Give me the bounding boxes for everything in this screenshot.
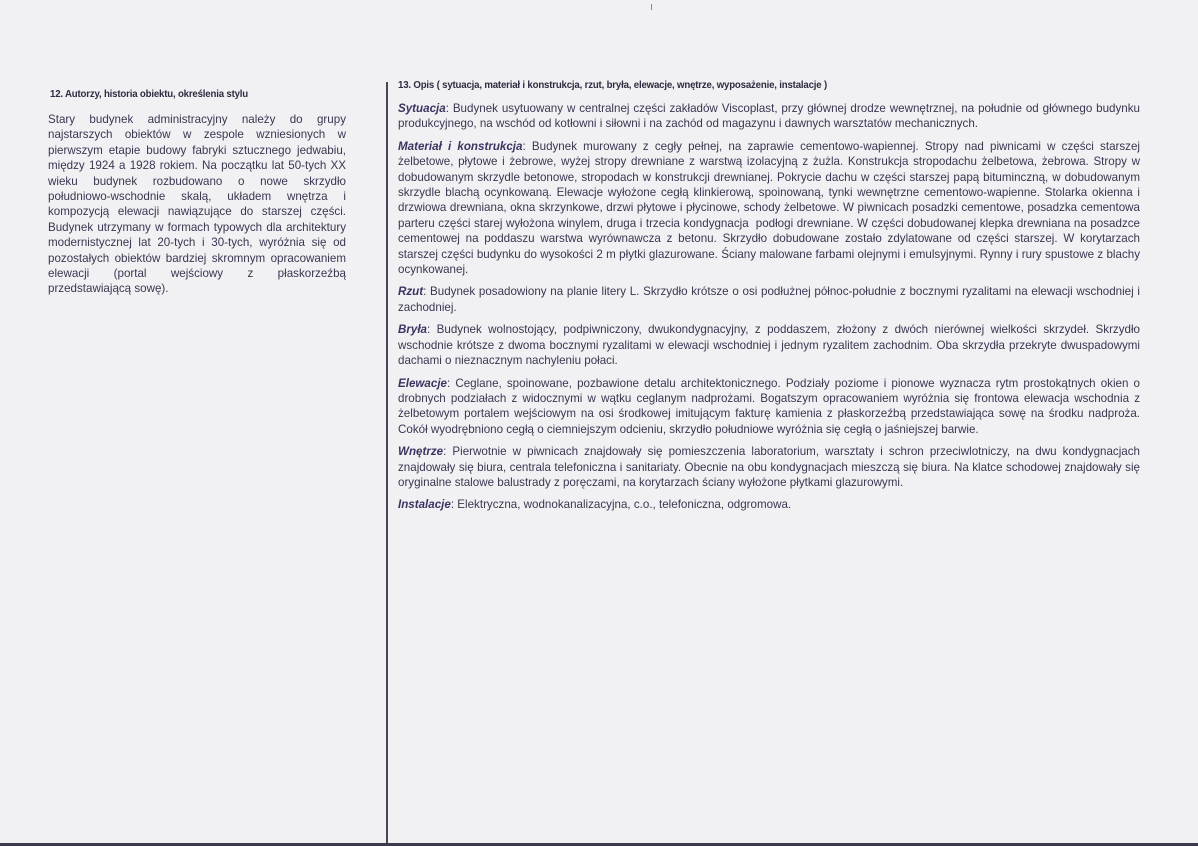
- paragraph-text: : Ceglane, spoinowane, pozbawione detalu architektonicznego. Podziały poziome i pionowe wyznacza rytm prostokątnych okien o drobnych podziałach z widocznymi w wątku ceglanym nadprożami. Bogatszym opracowaniem wyróżnia się frontowa elewacja wschodnia z żelbetowym portalem wejściowym na osi środkowej imitującym fakturę kamienia z płaskorzeźbą przedstawiająca sowę na środku nadproża. Cokół wyodrębniono cegłą o ciemniejszym odcieniu, skrzydło południowe wyróżnia się cegłą o jaśniejszej barwie.: [398, 376, 1140, 436]
- paragraph-text: : Budynek murowany z cegły pełnej, na zaprawie cementowo-wapiennej. Stropy nad piwnicami w części starszej żelbetowe, płytowe i żebrowe, wyżej stropy drewniane z warstwą izolacyjną z żużla. Konstrukcja stropodachu żelbetowa, żebrowa. Stropy w dobudowanym skrzydle betonowe, stropodach w konstrukcji drewnianej. Pokrycie dachu w części starszej papą bituminczną, w dobudowanym skrzydle blachą ocynkowaną. Elewacje wyłożone cegłą klinkierową, spoinowaną, tynki wewnętrzne cementowo-wapienne. Stolarka okienna i drzwiowa drewniana, okna skrzynkowe, drzwi płytowe i płycinowe, schody żelbetowe. W piwnicach posadzki cementowe, posadzka cementowa parteru części starej wyłożona winylem, druga i trzecia kondygnacja podłogi drewniane. W części dobudowanej klepka drewniana na posadzce cementowej na poddaszu warstwa wyrównawcza z betonu. Skrzydło dobudowane zostało zdylatowane od części starszej. W korytarzach starszej części budynku do wysokości 2 m płytki glazurowane. Ściany malowane farbami olejnymi i emulsyjnymi. Rynny i rury spustowe z blachy ocynkowanej.: [398, 139, 1141, 277]
- paragraph-sytuacja: [398, 101, 1140, 132]
- section-13-heading: 13. Opis ( sytuacja, materiał i konstrukcja, rzut, bryła, elewacje, wnętrze, wyposażenie, instalacje ): [398, 79, 827, 91]
- paragraph-text: : Budynek posadowiony na planie litery L. Skrzydło krótsze o osi podłużnej północ-południe z bocznymi ryzalitami na elewacji wschodniej i zachodniej.: [398, 285, 1140, 314]
- section-12: [48, 88, 346, 297]
- paragraph-wnetrze: [398, 444, 1140, 490]
- paragraph-text: : Pierwotnie w piwnicach znajdowały się pomieszczenia laboratorium, warsztaty i schron przeciwlotniczy, na dwu kondygnacjach znajdowały się biura, centrala telefoniczna i sanitariaty. Obecnie na obu kondygnacjach mieszczą się biura. Na klatce schodowej znajdowały się oryginalne stalowe balustrady z poręczami, na korytarzach ściany wyłożone płytkami glazurowymi.: [398, 445, 1140, 489]
- paragraph-instalacje: [398, 497, 1140, 512]
- section-12-heading: 12. Autorzy, historia obiektu, określenia stylu: [50, 88, 249, 100]
- paragraph-label: Rzut: [398, 285, 424, 299]
- paragraph-label: Elewacje: [398, 376, 447, 390]
- paragraph-text: : Elektryczna, wodnokanalizacyjna, c.o., telefoniczna, odgromowa.: [450, 498, 792, 512]
- paragraph-label: Wnętrze: [398, 445, 444, 459]
- paragraph-label: Sytuacja: [398, 102, 446, 115]
- paragraph-label: Instalacje: [398, 498, 451, 512]
- paragraph-label: Materiał i konstrukcja: [398, 139, 523, 153]
- paragraph-material: [398, 139, 1140, 278]
- section-12-text: Stary budynek administracyjny należy do grupy najstarszych obiektów w zespole wzniesionych w pierwszym etapie budowy fabryki sztucznego jedwabiu, między 1924 a 1928 rokiem. Na początku lat 50-tych XX wieku budynek rozbudowano o nowe skrzydło południowo-wschodnie skalą, układem wnętrza i kompozycją elewacji nawiązujące do starszej części. Budynek utrzymany w formach typowych dla architektury modernistycznej lat 20-tych i 30-tych, wyróżnia się od pozostałych obiektów bardziej skromnym opracowaniem elewacji (portal wejściowy z płaskorzeźbą przedstawiającą sowę).: [48, 113, 346, 296]
- paragraph-bryla: [398, 322, 1140, 368]
- paragraph-text: : Budynek usytuowany w centralnej części zakładów Viscoplast, przy głównej drodze wewnętrznej, na południe od głównego budynku produkcyjnego, na wschód od kotłowni i siłowni i na zachód od magazynu i dawnych warsztatów mechanicznych.: [398, 102, 1140, 131]
- scan-mark: [651, 4, 652, 10]
- column-divider: [386, 82, 388, 844]
- paragraph-text: : Budynek wolnostojący, podpiwniczony, dwukondygnacyjny, z poddaszem, złożony z dwóch nierównej wielkości skrzydeł. Skrzydło wschodnie krótsze z dwoma bocznymi ryzalitami w elewacji wschodniej i jednym ryzalitem zachodnim. Oba skrzydła przekryte dwuspadowymi dachami o nieznacznym nachyleniu połaci.: [398, 323, 1140, 368]
- paragraph-elewacje: [398, 376, 1140, 438]
- section-13: [398, 79, 1140, 520]
- paragraph-rzut: [398, 284, 1140, 315]
- paragraph-label: Bryła: [398, 323, 428, 337]
